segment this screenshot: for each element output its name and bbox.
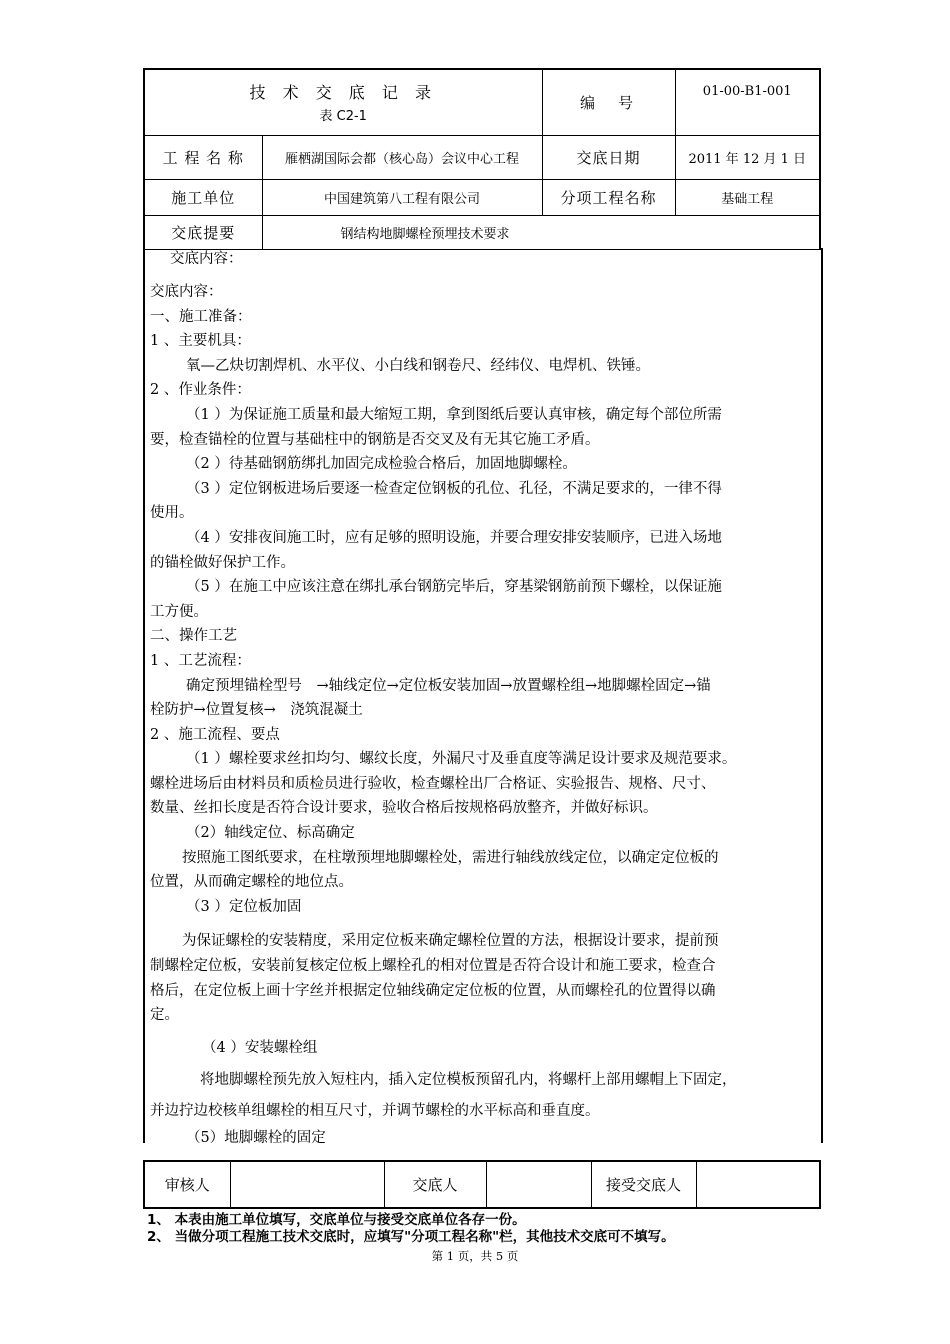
content-line: 使用。 <box>150 505 194 522</box>
discloser-label: 交底人 <box>384 1161 486 1208</box>
content-line: 确定预埋锚栓型号 →轴线定位→定位板安装加固→放置螺栓组→地脚螺栓固定→锚 <box>186 677 711 694</box>
content-line: 将地脚螺栓预先放入短柱内，插入定位模板预留孔内，将螺杆上部用螺帽上下固定， <box>200 1072 737 1089</box>
content-line: （3 ）定位钢板进场后要逐一检查定位钢板的孔位、孔径，不满足要求的，一律不得 <box>186 480 722 497</box>
content-line: 要，检查锚栓的位置与基础柱中的钢筋是否交叉及有无其它施工矛盾。 <box>150 431 600 448</box>
section-heading: 一、施工准备： <box>150 308 252 325</box>
number-label: 编 号 <box>542 69 675 135</box>
unit-label: 施工单位 <box>144 179 262 215</box>
content-line: 螺栓进场后由材料员和质检员进行验收，检查螺栓出厂合格证、实验报告、规格、尺寸、 <box>150 775 716 792</box>
receiver-label: 接受交底人 <box>591 1161 696 1208</box>
note-item: 2、 当做分项工程施工技术交底时，应填写"分项工程名称"栏，其他技术交底可不填写。 <box>147 1229 675 1245</box>
content-line: （5 ）在施工中应该注意在绑扎承台钢筋完毕后，穿基梁钢筋前预下螺栓，以保证施 <box>186 579 722 596</box>
header-table-wrap <box>143 68 819 250</box>
content-line: 交底内容： <box>150 284 223 300</box>
form-title-cell <box>144 69 542 135</box>
content-line: （2）轴线定位、标高确定 <box>186 825 355 842</box>
content-line: 并边拧边校核单组螺栓的相互尺寸，并调节螺栓的水平标高和垂直度。 <box>150 1103 600 1119</box>
project-value: 雁栖湖国际会都（核心岛）会议中心工程 <box>262 135 542 179</box>
content-line: （1 ）螺栓要求丝扣均匀、螺纹长度，外漏尺寸及垂直度等满足设计要求及规范要求。 <box>186 751 737 768</box>
number-value: 01-00-B1-001 <box>675 69 820 135</box>
header-table <box>143 68 821 250</box>
summary-value: 钢结构地脚螺栓预埋技术要求 <box>262 215 820 249</box>
content-line: 栓防护→位置复核→ 浇筑混凝土 <box>150 702 363 719</box>
content-line: （5）地脚螺栓的固定 <box>186 1129 326 1146</box>
disclosure-content <box>150 248 816 1150</box>
subsection-heading: 1 、主要机具： <box>150 333 251 350</box>
content-line: 的锚栓做好保护工作。 <box>150 554 295 571</box>
subsection-heading: 2 、施工流程、要点 <box>150 726 280 743</box>
page-footer: 第 1 页，共 5 页 <box>431 1249 519 1263</box>
reviewer-signature-field[interactable] <box>230 1161 384 1208</box>
date-label: 交底日期 <box>542 135 675 179</box>
content-line: 工方便。 <box>150 603 208 620</box>
content-line: 氧—乙炔切割焊机、水平仪、小白线和钢卷尺、经纬仪、电焊机、铁锤。 <box>186 357 650 374</box>
date-value: 2011 年 12 月 1 日 <box>675 135 820 179</box>
content-line: 格后，在定位板上画十字丝并根据定位轴线确定定位板的位置，从而螺栓孔的位置得以确 <box>150 982 716 999</box>
content-heading: 交底内容： <box>170 251 243 267</box>
content-line: 制螺栓定位板，安装前复核定位板上螺栓孔的相对位置是否符合设计和施工要求，检查合 <box>150 958 716 975</box>
subsection-heading: 1 、工艺流程： <box>150 652 251 669</box>
subsection-heading: 2 、作业条件： <box>150 382 251 399</box>
spacer <box>150 270 816 280</box>
unit-value: 中国建筑第八工程有限公司 <box>262 179 542 215</box>
content-line: （3 ）定位板加固 <box>186 898 302 915</box>
section-heading: 二、操作工艺 <box>150 628 237 645</box>
content-line: （4 ）安装螺栓组 <box>202 1039 318 1056</box>
form-title: 技 术 交 底 记 录 <box>249 83 437 103</box>
reviewer-label: 审核人 <box>144 1161 230 1208</box>
content-line: （4 ）安排夜间施工时，应有足够的照明设施，并要合理安排安装顺序，已进入场地 <box>186 529 722 546</box>
content-line: 数量、丝扣长度是否符合设计要求，验收合格后按规格码放整齐，并做好标识。 <box>150 800 658 817</box>
content-line: 位置，从而确定螺栓的地位点。 <box>150 874 353 891</box>
form-number: 表 C2-1 <box>319 109 367 125</box>
summary-label: 交底提要 <box>144 215 262 249</box>
content-line: 定。 <box>150 1007 179 1024</box>
subproject-label: 分项工程名称 <box>542 179 675 215</box>
receiver-signature-field[interactable] <box>696 1161 820 1208</box>
subproject-value: 基础工程 <box>675 179 820 215</box>
notes <box>147 1212 675 1246</box>
discloser-signature-field[interactable] <box>486 1161 591 1208</box>
signature-table <box>143 1160 821 1209</box>
content-line: （1 ）为保证施工质量和最大缩短工期，拿到图纸后要认真审核，确定每个部位所需 <box>186 406 722 423</box>
content-line: （2 ）待基础钢筋绑扎加固完成检验合格后，加固地脚螺栓。 <box>186 456 577 473</box>
content-line: 按照施工图纸要求，在柱墩预埋地脚螺栓处，需进行轴线放线定位，以确定定位板的 <box>182 849 719 866</box>
content-line: 为保证螺栓的安装精度，采用定位板来确定螺栓位置的方法，根据设计要求，提前预 <box>182 933 719 950</box>
note-item: 1、 本表由施工单位填写，交底单位与接受交底单位各存一份。 <box>147 1212 526 1228</box>
project-label: 工 程 名 称 <box>144 135 262 179</box>
